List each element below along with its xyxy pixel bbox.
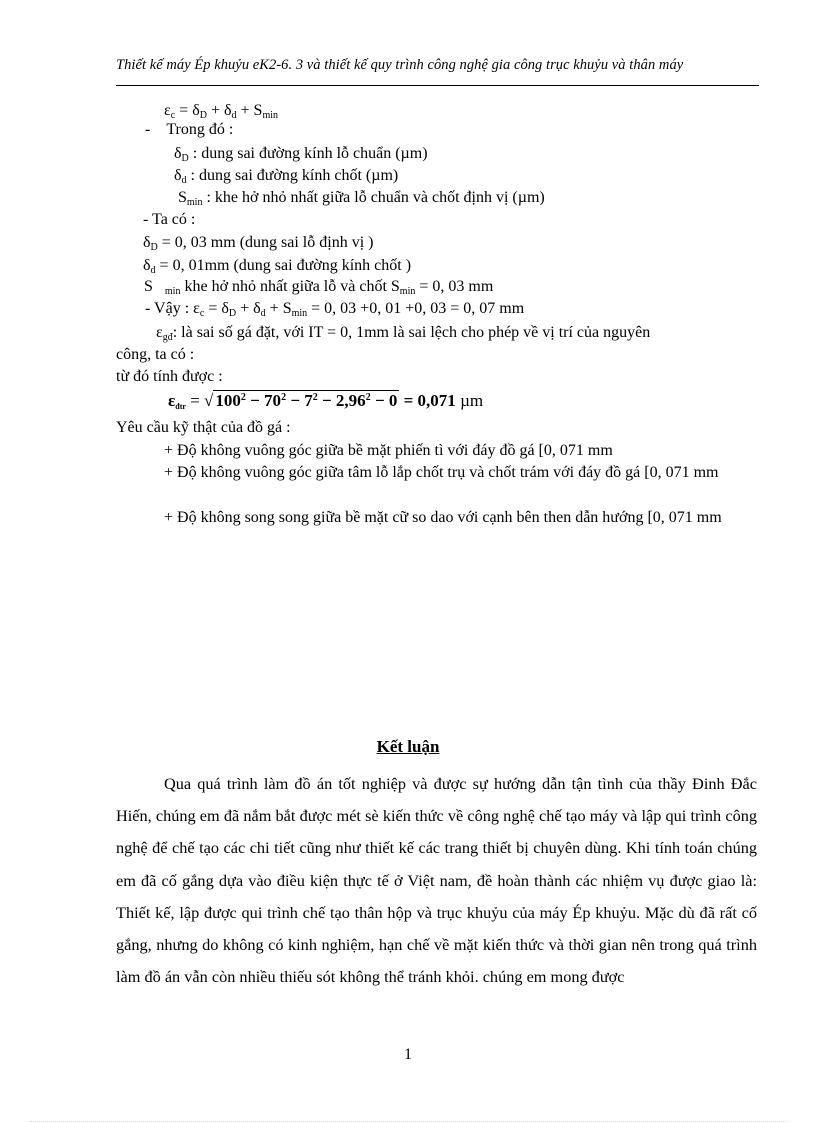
smin-value: S $_{min}$ khe hở nhỏ nhất giữa lỗ và chốt $S_{min} = 0$, 03 mm — [144, 278, 494, 297]
page-header: Thiết kế máy Ép khuỷu eK2-6. 3 và thiết kế quy trình công nghệ gia công trục khuỷu và thân máy — [116, 57, 684, 73]
delta-d-description: $\delta_d$ : dung sai đường kính chốt (µm) — [174, 167, 399, 186]
delta-D-description: $\delta_D$ : dung sai đường kính lỗ chuẩn (µm) — [174, 145, 428, 164]
smin-description: $S_{min}$ : khe hở nhỏ nhất giữa lỗ chuẩn và chốt định vị (µm) — [178, 189, 545, 208]
requirement-1: + Độ không vuông góc giữa bề mặt phiến tì với đáy đồ gá [0, 071 mm — [164, 442, 613, 459]
yeu-cau-line: Yêu cầu kỹ thật của đồ gá : — [116, 419, 291, 436]
conclusion-paragraph — [116, 768, 757, 993]
requirement-2: + Độ không vuông góc giữa tâm lỗ lắp chốt trụ và chốt trám với đáy đồ gá [0, 071 mm — [164, 464, 719, 481]
cong-ta-co-line: công, ta có : — [116, 346, 195, 363]
conclusion-text: Qua quá trình làm đồ án tốt nghiệp và được sự hướng dẫn tận tình của thầy Đinh Đắc Hiến, chúng em đã nắm bắt được mét sè kiến thức về công nghệ chế tạo máy và lập qui trình công nghệ để chế tạo các chi tiết cũng như thiết kế các trang thiết bị chuyên dùng. Khi tính toán chúng em đã cố gắng dựa vào điều kiện thực tế ở Việt nam, đề hoàn thành các nhiệm vụ được giao là: Thiết kế, lập được qui trình chế tạo thân hộp và trục khuỷu của máy Ép khuỷu. Mặc dù đã rất cố gắng, nhưng do không có kinh nghiệm, hạn chế về mặt kiến thức và thời gian nên trong quá trình làm đồ án vẫn còn nhiều thiếu sót không thể tránh khỏi. chúng em mong được — [116, 774, 757, 987]
delta-d-value: $\delta_d = 0$, 01mm (dung sai đường kính chốt ) — [143, 257, 412, 276]
requirement-3: + Độ không song song giữa bề mặt cữ so dao với cạnh bên then dẫn hướng [0, 071 mm — [164, 509, 722, 526]
epsilon-gd-description: $\varepsilon_{gđ}$: là sai số gá đặt, với IT = 0, 1mm là sai lệch cho phép về vị trí của nguyên — [156, 324, 651, 343]
vay-line: - Vậy : $\varepsilon_c = \delta_D + \delta_d + S_{min} = 0$, 03 +0, 01 +0, 03 = 0, 07 mm — [145, 300, 525, 319]
conclusion-title: Kết luận — [376, 737, 440, 756]
square-root: √ $100^2 - 70^2 - 7^2 - 2,96^2 - 0$ — [204, 391, 398, 410]
trong-do-line: - Trong đó : — [145, 121, 234, 138]
tu-do-line: từ đó tính được : — [116, 368, 223, 385]
page-bottom-border — [30, 1121, 786, 1122]
page-number: 1 — [404, 1046, 412, 1063]
epsilon-formula: $\varepsilon_{đtr}$ = √ $100^2 - 70^2 - 7^2 - 2,96^2 - 0 = 0,071$ µm — [168, 391, 484, 411]
header-rule — [116, 85, 759, 86]
equation-epsilon-c: $\varepsilon_c = \delta_D + \delta_d + S_{min}$ — [164, 102, 279, 121]
ta-co-line: - Ta có : — [143, 211, 196, 228]
delta-D-value: $\delta_D = 0$, 03 mm (dung sai lỗ định vị ) — [143, 234, 374, 253]
